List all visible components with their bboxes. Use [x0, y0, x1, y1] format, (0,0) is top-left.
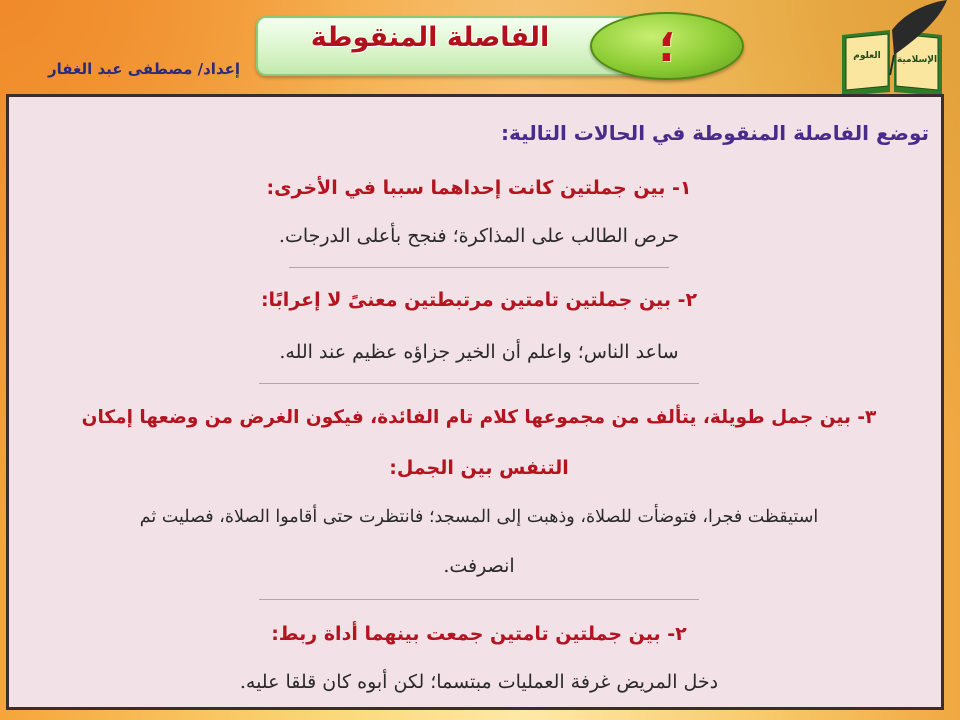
- case-1-heading: ١- بين جملتين كانت إحداهما سببا في الأخرى:: [266, 177, 692, 199]
- divider: [289, 267, 669, 268]
- logo-text-1: العلوم: [853, 51, 881, 61]
- divider: [259, 383, 699, 384]
- semicolon-symbol: ؛: [658, 21, 676, 71]
- content-panel: [6, 94, 944, 710]
- case-3-heading-line2: التنفس بين الجمل:: [389, 457, 569, 479]
- case-2-heading: ٢- بين جملتين تامتين مرتبطتين معنىً لا إعرابًا:: [260, 289, 698, 311]
- case-4-heading: ٢- بين جملتين تامتين جمعت بينهما أداة ربط:: [271, 623, 687, 645]
- logo-icon: [832, 0, 952, 95]
- case-3-heading-line1: ٣- بين جمل طويلة، يتألف من مجموعها كلام تام الفائدة، فيكون الغرض من وضعها إمكان: [81, 407, 877, 428]
- page-title: الفاصلة المنقوطة: [310, 22, 550, 53]
- case-3-example-line2: انصرفت.: [443, 555, 515, 577]
- case-2-example: ساعد الناس؛ واعلم أن الخير جزاؤه عظيم عند الله.: [279, 341, 679, 363]
- divider: [259, 599, 699, 600]
- author-credit: إعداد/ مصطفى عبد الغفار: [47, 60, 240, 78]
- symbol-badge: [590, 12, 744, 80]
- case-1-example: حرص الطالب على المذاكرة؛ فنجح بأعلى الدرجات.: [278, 225, 680, 247]
- case-4-example: دخل المريض غرفة العمليات مبتسما؛ لكن أبوه كان قلقا عليه.: [239, 671, 719, 693]
- logo-text-2: الإسلامية: [896, 55, 938, 65]
- case-3-example-line1: استيقظت فجرا، فتوضأت للصلاة، وذهبت إلى المسجد؛ فانتظرت حتى أقاموا الصلاة، فصليت ثم: [139, 507, 819, 527]
- intro-heading: توضع الفاصلة المنقوطة في الحالات التالية:: [500, 121, 929, 145]
